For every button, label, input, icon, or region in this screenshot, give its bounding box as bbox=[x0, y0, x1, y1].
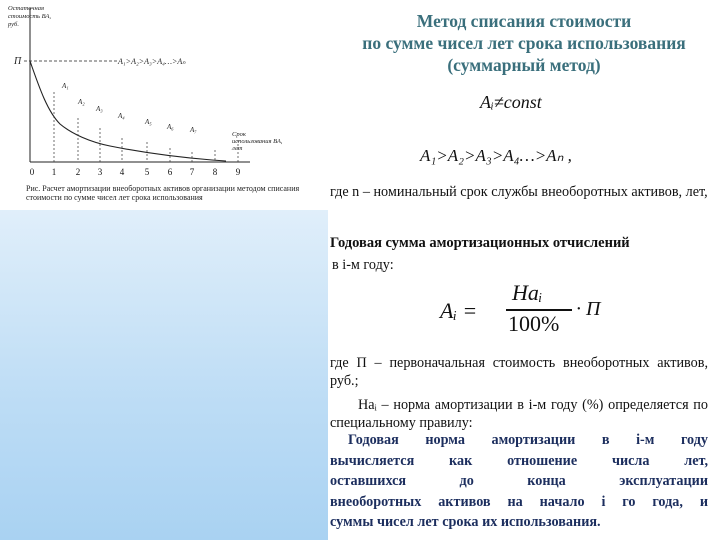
a-label-7: A₇ bbox=[190, 126, 197, 134]
x-tick-0: 0 bbox=[29, 167, 35, 177]
p-label: П bbox=[14, 56, 22, 67]
definition-n: где n – номинальный срок службы внеоборотных активов, лет, bbox=[330, 184, 708, 200]
a-label-6: A₆ bbox=[167, 123, 174, 131]
slide-title bbox=[328, 10, 720, 76]
amortization-figure bbox=[0, 0, 328, 210]
x-ticks bbox=[30, 167, 241, 177]
formula-denominator: 100% bbox=[508, 311, 560, 336]
x-tick-4: 4 bbox=[119, 167, 125, 177]
chain-label: A₁>A₂>A₃>A₄…>Aₙ bbox=[118, 57, 186, 66]
x-axis-label-2: использования ВА, bbox=[232, 138, 283, 145]
x-axis-label-1: Срок bbox=[232, 131, 246, 138]
equation-not-const: Aᵢ≠const bbox=[480, 92, 542, 112]
title-line-1: Метод списания стоимости bbox=[416, 11, 632, 31]
rule-line-4: внеоборотных активов на начало i го года, и bbox=[330, 493, 708, 510]
a-label-3: A₃ bbox=[96, 105, 103, 113]
y-axis-label-1: Остаточная bbox=[8, 5, 44, 12]
title-line-3: (суммарный метод) bbox=[447, 55, 601, 75]
equation-chain: A₁>A₂>A₃>A₄…>Aₙ , bbox=[420, 146, 572, 165]
a-label-5: A₅ bbox=[145, 118, 152, 126]
title-line-2: по сумме чисел лет срока использования bbox=[362, 33, 686, 53]
x-tick-3: 3 bbox=[97, 167, 103, 177]
amortization-chart bbox=[0, 0, 328, 184]
annual-sum-title: Годовая сумма амортизационных отчислений bbox=[330, 235, 630, 251]
residual-value-curve bbox=[30, 61, 226, 161]
x-tick-2: 2 bbox=[75, 167, 81, 177]
content-panel bbox=[328, 0, 720, 540]
a-label-1: A₁ bbox=[62, 82, 69, 90]
formula-lhs: Aᵢ = bbox=[440, 298, 478, 323]
formula-rhs: · П bbox=[576, 298, 601, 320]
x-tick-6: 6 bbox=[167, 167, 173, 177]
rule-line-2: вычисляется как отношение числа лет, bbox=[330, 452, 708, 469]
formula-numerator: Haᵢ bbox=[512, 280, 543, 305]
annual-sum-subtitle: в i-м году: bbox=[332, 257, 394, 273]
x-tick-8: 8 bbox=[212, 167, 218, 177]
rule-line-3: оставшихся до конца эксплуатации bbox=[330, 473, 708, 489]
a-label-2: A₂ bbox=[78, 98, 85, 106]
a-label-4: A₄ bbox=[118, 112, 125, 120]
x-tick-1: 1 bbox=[51, 167, 57, 177]
rule-line-5: суммы чисел лет срока их использования. bbox=[330, 514, 601, 530]
definition-p: где П – первоначальная стоимость внеоборотных активов, руб.; bbox=[330, 355, 708, 389]
rule-line-1: Годовая норма амортизации в i-м году bbox=[348, 432, 708, 448]
definition-ha: Haᵢ – норма амортизации в i-м году (%) определяется по специальному правилу: bbox=[330, 397, 708, 431]
x-tick-7: 7 bbox=[189, 167, 195, 177]
x-tick-9: 9 bbox=[235, 167, 241, 177]
y-axis-label-2: стоимость ВА, bbox=[8, 13, 51, 20]
x-tick-5: 5 bbox=[144, 167, 150, 177]
y-axis-label-3: руб. bbox=[8, 21, 19, 28]
rule-paragraph bbox=[330, 430, 708, 533]
amortization-formula bbox=[440, 278, 640, 342]
x-axis-label-3: лет bbox=[232, 145, 243, 152]
figure-caption: Рис. Расчет амортизации внеоборотных активов организации методом списания стоимости по сумме чисел лет срока использования bbox=[26, 184, 300, 202]
